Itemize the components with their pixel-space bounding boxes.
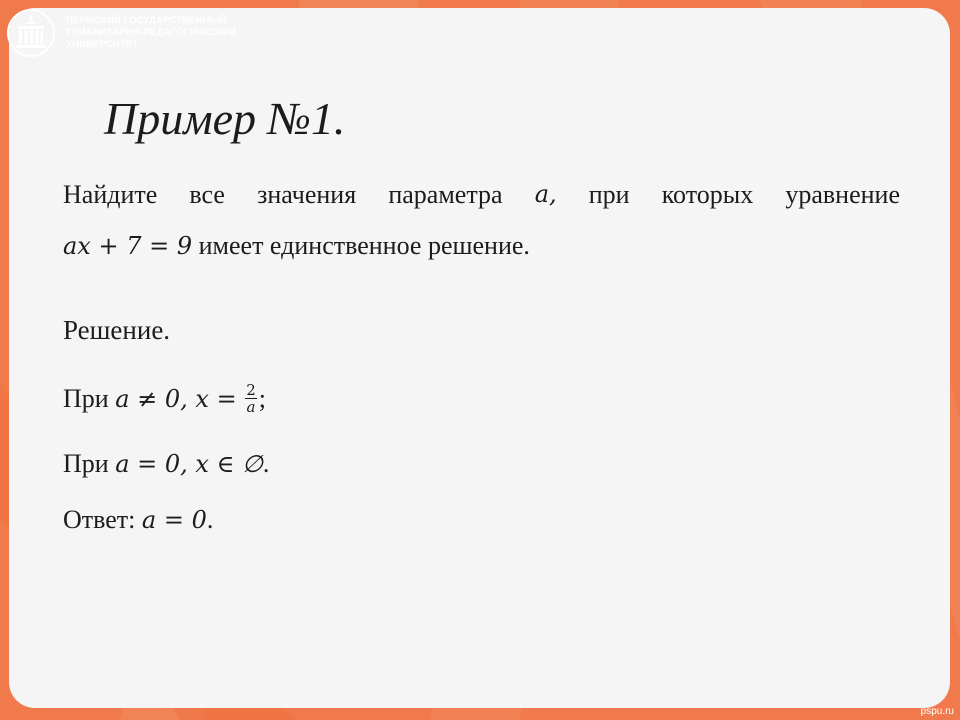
fraction-numerator: 2	[246, 380, 256, 399]
footer-site: pspu.ru	[920, 706, 954, 717]
answer-prefix: Ответ:	[63, 505, 142, 534]
task-line-2	[63, 231, 530, 261]
task-line-1	[63, 180, 900, 210]
fraction-denominator: a	[246, 397, 256, 416]
university-name-line-1: ПЕРМСКИЙ ГОСУДАРСТВЕННЫЙ	[66, 15, 227, 26]
case-1-math: a ≠ 0, x =	[115, 385, 237, 413]
task-word: значения	[257, 180, 357, 209]
task-word: уравнение	[785, 180, 900, 209]
task-word: параметра	[388, 180, 503, 209]
case-a-not-zero	[63, 380, 266, 418]
task-word: все	[189, 180, 225, 209]
case-1-prefix: При	[63, 384, 116, 413]
answer-suffix: .	[206, 505, 214, 534]
task-word: Найдите	[63, 180, 158, 209]
university-building-emblem-icon	[6, 8, 56, 58]
answer	[63, 505, 213, 535]
case-2-prefix: При	[63, 449, 116, 478]
university-name-line-3: УНИВЕРСИТЕТ	[66, 39, 139, 50]
task-parameter: a,	[534, 180, 557, 208]
task-equation: ax + 7 = 9	[63, 232, 193, 260]
task-word: которых	[661, 180, 754, 209]
task-word: при	[588, 180, 630, 209]
case-2-math: a = 0, x ∈ ∅	[115, 450, 263, 478]
university-name	[66, 15, 296, 51]
answer-math: a = 0	[141, 506, 207, 534]
solution-label: Решение.	[63, 315, 171, 345]
case-1-suffix: ;	[258, 384, 266, 413]
slide-title: Пример №1.	[104, 93, 346, 144]
case-a-zero	[63, 449, 269, 479]
university-header	[0, 0, 300, 70]
university-name-line-2: ГУМАНИТАРНО-ПЕДАГОГИЧЕСКИЙ	[66, 27, 237, 38]
case-2-suffix: .	[262, 449, 270, 478]
fraction	[245, 382, 257, 415]
task-line-2-text: имеет единственное решение.	[192, 231, 530, 260]
